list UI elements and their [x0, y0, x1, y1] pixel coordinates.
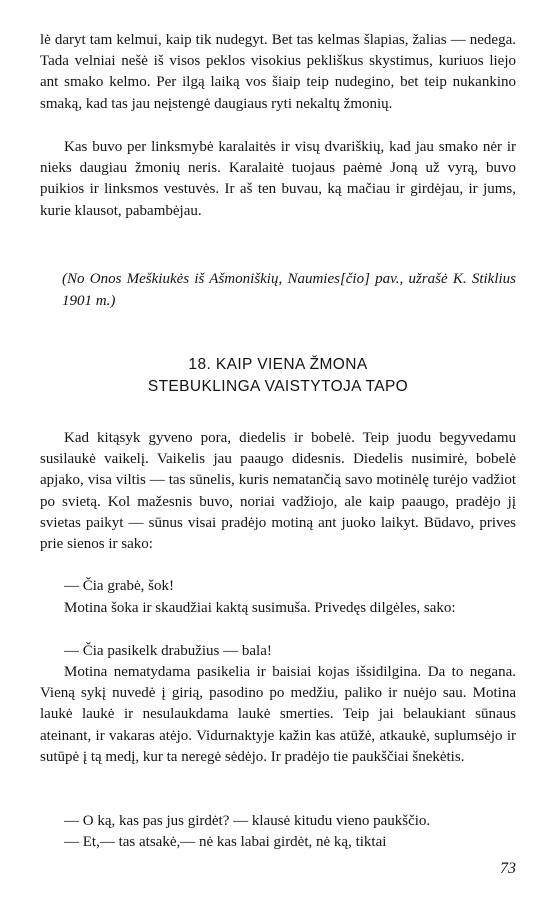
heading-line-2: STEBUKLINGA VAISTYTOJA TAPO — [147, 378, 409, 395]
dialogue-line: — Et,— tas atsakė,— nė kas labai girdėt, nė ką, tiktai — [64, 834, 387, 850]
page-number: 73 — [500, 860, 516, 877]
paragraph: Motina šoka ir skaudžiai kaktą susimuša. Privedęs dilgėles, sako: — [64, 600, 456, 616]
dialogue-line: — Čia grabė, šok! — [64, 578, 174, 594]
paragraph: Kas buvo per linksmybė karalaitės ir visų dvariškių, kad jau smako nėr ir nieks daugiau žmonių neris. Karalaitė tuojaus paėmė Joną už vyrą, buvo puikios ir linksmos vestuvės. Ir aš ten buvau, ką mačiau ir girdėjau, ir jums, kurie klausot, pabambėjau. — [40, 139, 516, 219]
paragraph: Kad kitąsyk gyveno pora, diedelis ir bobelė. Teip juodu begyvedamu susilaukė vaikelį. Vaikelis jau paaugo didesnis. Diedelis nusimirė, bobelė apjako, visa viltis — tas sūnelis, kuris nematančią savo motinėlę turėjo vadžiot po svietą. Kol mažesnis buvo, noriai vadžiojo, ale kaip paaugo, pradėjo jį svietas paikyt — sūnus visai pradėjo motiną ant juoko laikyt. Būdavo, prives prie sienos ir sako: — [40, 430, 516, 553]
dialogue-line: — O ką, kas pas jus girdėt? — klausė kitudu vieno paukščio. — [64, 813, 431, 829]
source-note: (No Onos Meškiukės iš Ašmoniškių, Naumies[čio] pav., užrašė K. Stiklius 1901 m.) — [62, 271, 516, 309]
dialogue-line: — Čia pasikelk drabužius — bala! — [64, 643, 272, 659]
paragraph: Motina nematydama pasikelia ir baisiai kojas išsidilgina. Da to negana. Vieną sykį nuvedė į girią, pasodino po medžiu, paliko ir nuėjo sau. Motina laukė laukė ir nesulaukdama laukė smerties. Teip jai belaukiant sūnaus ateinant, ir vakaras atėjo. Vidurnaktyje kažin kas atūžė, atkaukė, suplumsėjo ir sutūpė į tą medį, kur ta neregė sėdėjo. Ir pradėjo tie paukščiai šnekėtis. — [40, 664, 516, 765]
story-heading — [40, 354, 516, 398]
heading-line-1: 18. KAIP VIENA ŽMONA — [188, 356, 368, 373]
paragraph-continued: lė daryt tam kelmui, kaip tik nudegyt. Bet tas kelmas šlapias, žalias — nedega. Tada velniai nešė iš visos peklos visokius pekliškus skystimus, kuriuos liejo ant smako kelmo. Per ilgą laiką vos šiaip teip nudegino, bet teip nukankino smaką, kad tas jau neįstengė daugiaus ryti nekaltų žmonių. — [40, 32, 516, 112]
